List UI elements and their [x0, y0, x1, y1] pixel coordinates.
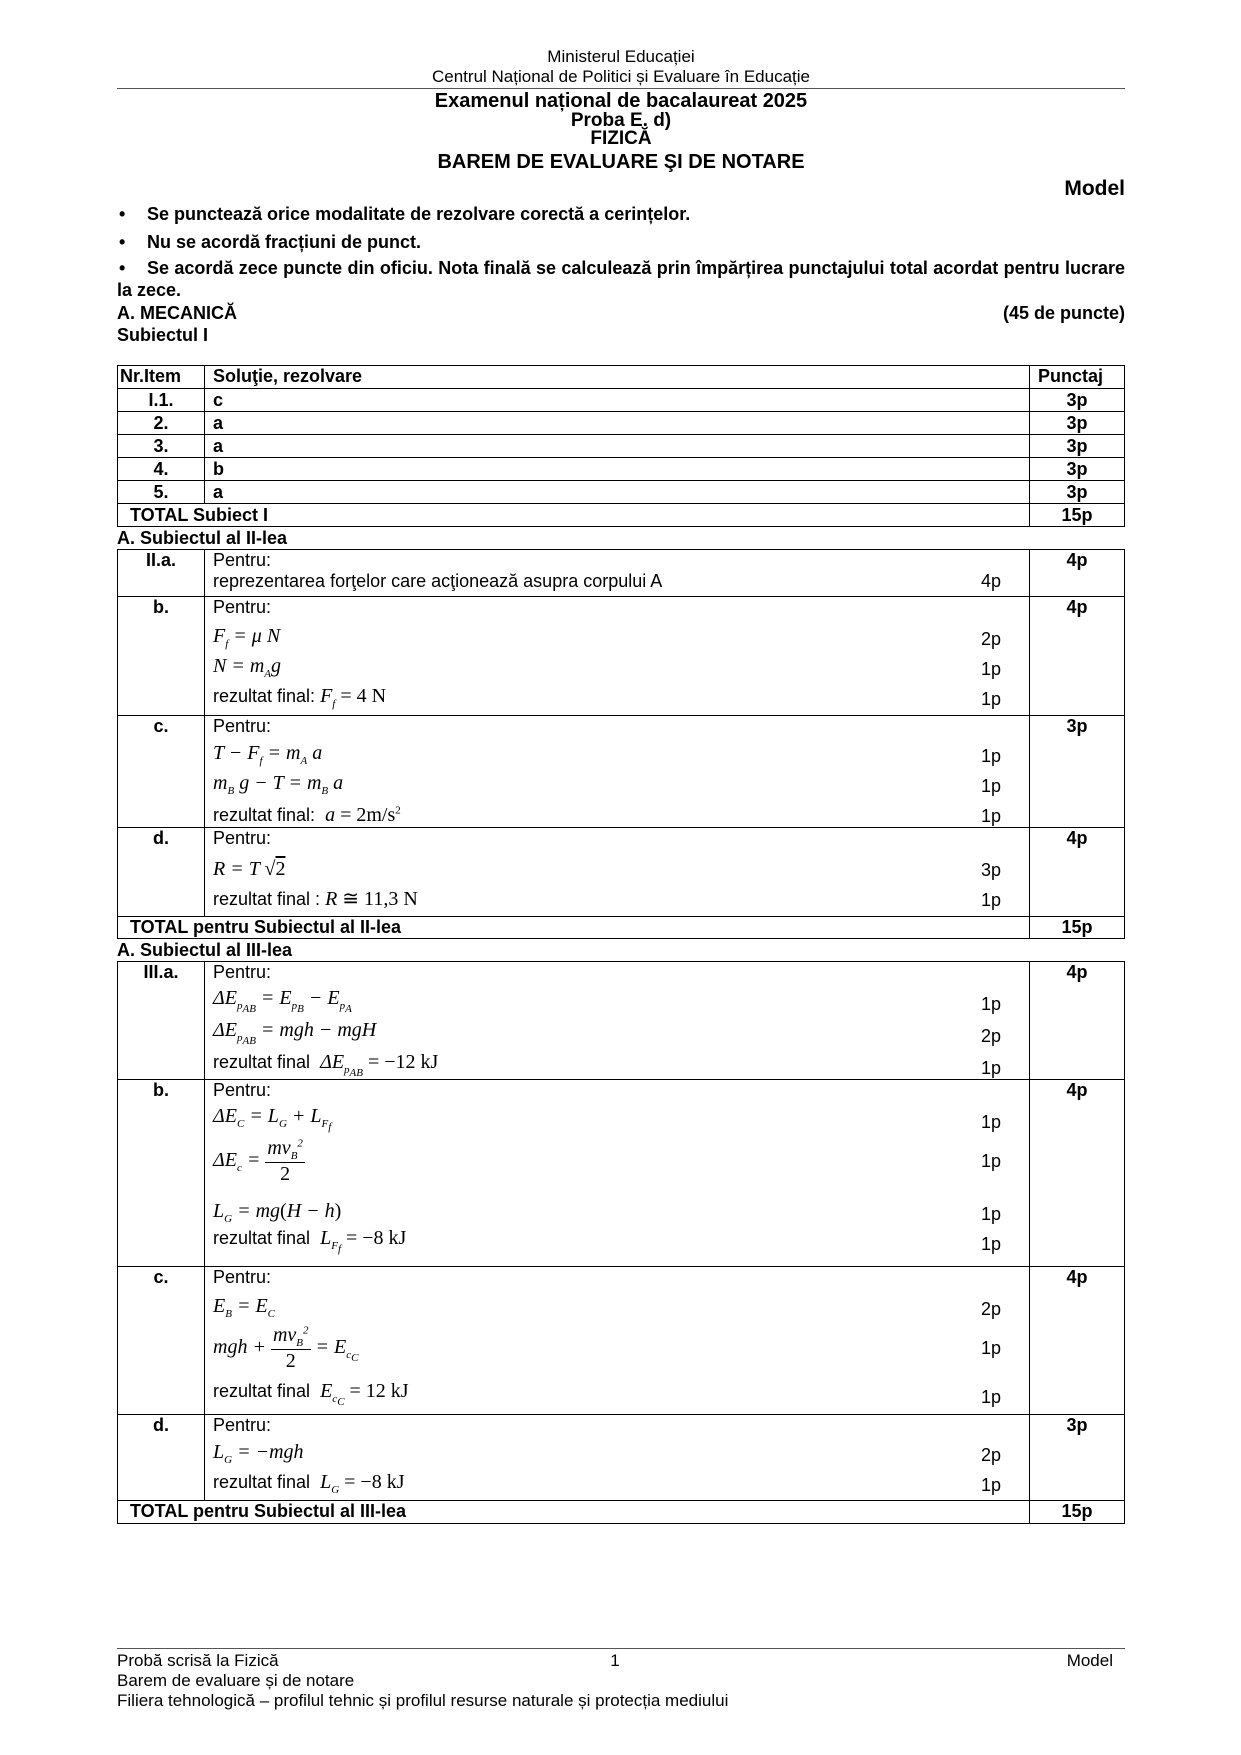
- intro: Pentru:: [213, 1267, 272, 1287]
- intro: Pentru:: [213, 1415, 272, 1435]
- table-row: [118, 597, 1125, 716]
- item-number: c.: [118, 716, 205, 828]
- formula: $\Delta E_C = L_G + L_{F_f}$: [213, 1104, 332, 1133]
- intro: Pentru:: [213, 716, 272, 736]
- points: 3p: [1030, 1415, 1125, 1501]
- table-row: [118, 1415, 1125, 1501]
- line-points: 1p: [980, 806, 1002, 826]
- line-points: 1p: [980, 1112, 1002, 1132]
- formula: $\Delta E_c$ = $\frac{mv_B^2}{2}$: [213, 1136, 303, 1185]
- intro: Pentru:: [213, 550, 272, 570]
- header-rule: [117, 88, 1125, 89]
- formula: $N = m_Ag$: [213, 655, 282, 680]
- points: 4p: [1030, 550, 1125, 597]
- line-points: 2p: [980, 629, 1002, 649]
- solution-cell: [205, 828, 1030, 917]
- points: 4p: [1030, 597, 1125, 716]
- formula: $a = 2m/s^2$: [325, 804, 401, 826]
- section-name: A. MECANICĂ: [117, 303, 237, 323]
- points: 4p: [1030, 1080, 1125, 1267]
- answer: a: [205, 412, 1030, 435]
- barem-title: BAREM DE EVALUARE ŞI DE NOTARE: [437, 151, 805, 173]
- item-number: I.1.: [118, 389, 205, 412]
- rules-list: [117, 202, 1125, 301]
- formula: $F_f = \mu$ N: [213, 625, 281, 650]
- table-row: [118, 1080, 1125, 1267]
- table-row: [118, 828, 1125, 917]
- total-label: TOTAL Subiect I: [118, 504, 1030, 527]
- total-label: TOTAL pentru Subiectul al II-lea: [118, 917, 1030, 939]
- line-points: 4p: [980, 571, 1002, 591]
- item-number: III.a.: [118, 962, 205, 1080]
- line-points: 1p: [980, 1058, 1002, 1078]
- points: 4p: [1030, 828, 1125, 917]
- page-footer: [117, 1648, 1125, 1711]
- solution-cell: [205, 962, 1030, 1080]
- final-label: rezultat final: [213, 1380, 311, 1401]
- table-row: [118, 389, 1125, 412]
- section-heading: [117, 302, 1125, 324]
- section-points: (45 de puncte): [1002, 303, 1125, 323]
- solution-text: reprezentarea forţelor care acţionează asupra corpului A: [213, 571, 663, 591]
- col-header-points: Punctaj: [1030, 366, 1125, 389]
- intro: Pentru:: [213, 962, 272, 982]
- answer: c: [205, 389, 1030, 412]
- total-row: [118, 917, 1125, 939]
- item-number: d.: [118, 828, 205, 917]
- formula: mgh + $\frac{mv_B^2}{2}$ = $E_{c_C}$: [213, 1323, 359, 1372]
- final-label: rezultat final: [213, 1472, 311, 1492]
- formula: $m_B$ $g - T = m_B$ a: [213, 772, 344, 797]
- line-points: 1p: [980, 659, 1002, 679]
- rule-item: • Se punctează orice modalitate de rezolvare corectă a cerințelor.: [117, 202, 1125, 227]
- line-points: 1p: [980, 994, 1002, 1014]
- item-number: c.: [118, 1267, 205, 1415]
- final-label: rezultat final: [213, 1051, 311, 1072]
- formula: $T - F_f = m_A$ a: [213, 742, 323, 767]
- line-points: 1p: [980, 890, 1002, 910]
- solution-cell: [205, 1267, 1030, 1415]
- final-label: rezultat final:: [213, 805, 316, 825]
- formula: $L_{F_f} = -8$ kJ: [320, 1226, 407, 1255]
- exam-title: Examenul național de bacalaureat 2025: [434, 90, 808, 112]
- points: 4p: [1030, 1267, 1125, 1415]
- line-points: 1p: [980, 1150, 1002, 1171]
- points: 3p: [1030, 412, 1125, 435]
- model-label: Model: [1064, 177, 1125, 200]
- item-number: 3.: [118, 435, 205, 458]
- item-number: b.: [118, 597, 205, 716]
- line-points: 1p: [980, 1475, 1002, 1495]
- formula: $L_G = mg(H - h)$: [213, 1200, 342, 1225]
- line-points: 1p: [980, 776, 1002, 796]
- formula: R ≅ 11,3 N: [325, 888, 418, 910]
- points: 3p: [1030, 481, 1125, 504]
- line-points: 3p: [980, 860, 1002, 880]
- line-points: 1p: [980, 1337, 1002, 1358]
- footer-model: Model: [1066, 1651, 1113, 1670]
- item-number: d.: [118, 1415, 205, 1501]
- subject3-heading: A. Subiectul al III-lea: [117, 940, 293, 960]
- formula: $L_G = -8$ kJ: [320, 1471, 405, 1496]
- total-points: 15p: [1030, 504, 1125, 527]
- table-row: [118, 1267, 1125, 1415]
- total-points: 15p: [1030, 1501, 1125, 1524]
- final-label: rezultat final:: [213, 686, 316, 706]
- line-points: 1p: [980, 1234, 1002, 1254]
- item-number: 5.: [118, 481, 205, 504]
- table-row: [118, 716, 1125, 828]
- formula: R = T √2: [213, 858, 286, 880]
- total-row: [118, 504, 1125, 527]
- intro: Pentru:: [213, 1080, 272, 1100]
- intro: Pentru:: [213, 597, 272, 617]
- subject3-table: [117, 961, 1125, 1524]
- footer-filiera: Filiera tehnologică – profilul tehnic și profilul resurse naturale și protecția mediului: [117, 1691, 729, 1710]
- line-points: 2p: [980, 1026, 1002, 1046]
- formula: $\Delta E_{p_{AB}} = -12$ kJ: [320, 1050, 439, 1079]
- ministry-name: Ministerul Educației: [547, 47, 695, 66]
- line-points: 1p: [980, 689, 1002, 709]
- solution-cell: [205, 1080, 1030, 1267]
- answer: a: [205, 481, 1030, 504]
- points: 3p: [1030, 435, 1125, 458]
- formula: $L_G = -mgh$: [213, 1441, 304, 1466]
- footer-exam: Probă scrisă la Fizică: [117, 1651, 279, 1670]
- solution-cell: [205, 597, 1030, 716]
- table-row: [118, 458, 1125, 481]
- table-row: [118, 550, 1125, 597]
- solution-cell: [205, 716, 1030, 828]
- line-points: 1p: [980, 1204, 1002, 1224]
- table-row: [118, 962, 1125, 1080]
- page-number: 1: [610, 1651, 620, 1670]
- points: 4p: [1030, 962, 1125, 1080]
- answer: b: [205, 458, 1030, 481]
- col-header-item: Nr.Item: [118, 366, 205, 389]
- center-name: Centrul Național de Politici și Evaluare în Educație: [432, 67, 810, 86]
- points: 3p: [1030, 389, 1125, 412]
- line-points: 1p: [980, 746, 1002, 766]
- subject1-table: [117, 365, 1125, 527]
- formula: $E_{c_C} = 12$ kJ: [320, 1379, 409, 1408]
- subject1-heading: Subiectul I: [117, 325, 209, 345]
- final-label: rezultat final: [213, 1227, 311, 1248]
- page: [117, 0, 1125, 1524]
- total-row: [118, 1501, 1125, 1524]
- subject-title: FIZICĂ: [590, 128, 652, 149]
- rule-item: • Se acordă zece puncte din oficiu. Nota finală se calculează prin împărțirea punctajului total acordat pentru lucrare la zece.: [117, 257, 1125, 301]
- formula: $F_f = 4$ N: [320, 685, 387, 710]
- total-label: TOTAL pentru Subiectul al III-lea: [118, 1501, 1030, 1524]
- item-number: b.: [118, 1080, 205, 1267]
- intro: Pentru:: [213, 828, 272, 848]
- total-points: 15p: [1030, 917, 1125, 939]
- final-label: rezultat final :: [213, 889, 321, 909]
- item-number: II.a.: [118, 550, 205, 597]
- rule-item: • Nu se acordă fracțiuni de punct.: [117, 230, 1125, 255]
- item-number: 2.: [118, 412, 205, 435]
- solution-cell: [205, 550, 1030, 597]
- footer-barem: Barem de evaluare și de notare: [117, 1671, 355, 1690]
- points: 3p: [1030, 716, 1125, 828]
- table-row: [118, 435, 1125, 458]
- formula: $\Delta E_{p_{AB}}$ = mgh − mgH: [213, 1018, 377, 1047]
- table-row: [118, 481, 1125, 504]
- subject2-heading: A. Subiectul al II-lea: [117, 528, 288, 548]
- col-header-solution: Soluţie, rezolvare: [205, 366, 1030, 389]
- points: 3p: [1030, 458, 1125, 481]
- line-points: 1p: [980, 1387, 1002, 1407]
- item-number: 4.: [118, 458, 205, 481]
- formula: $E_B = E_C$: [213, 1295, 276, 1320]
- answer: a: [205, 435, 1030, 458]
- solution-cell: [205, 1415, 1030, 1501]
- line-points: 2p: [980, 1299, 1002, 1319]
- subject2-table: [117, 549, 1125, 939]
- formula: $\Delta E_{p_{AB}} = E_{p_B} - E_{p_A}$: [213, 986, 352, 1015]
- line-points: 2p: [980, 1445, 1002, 1465]
- exam-subtitle: Proba E. d): [570, 110, 672, 131]
- table-row: [118, 412, 1125, 435]
